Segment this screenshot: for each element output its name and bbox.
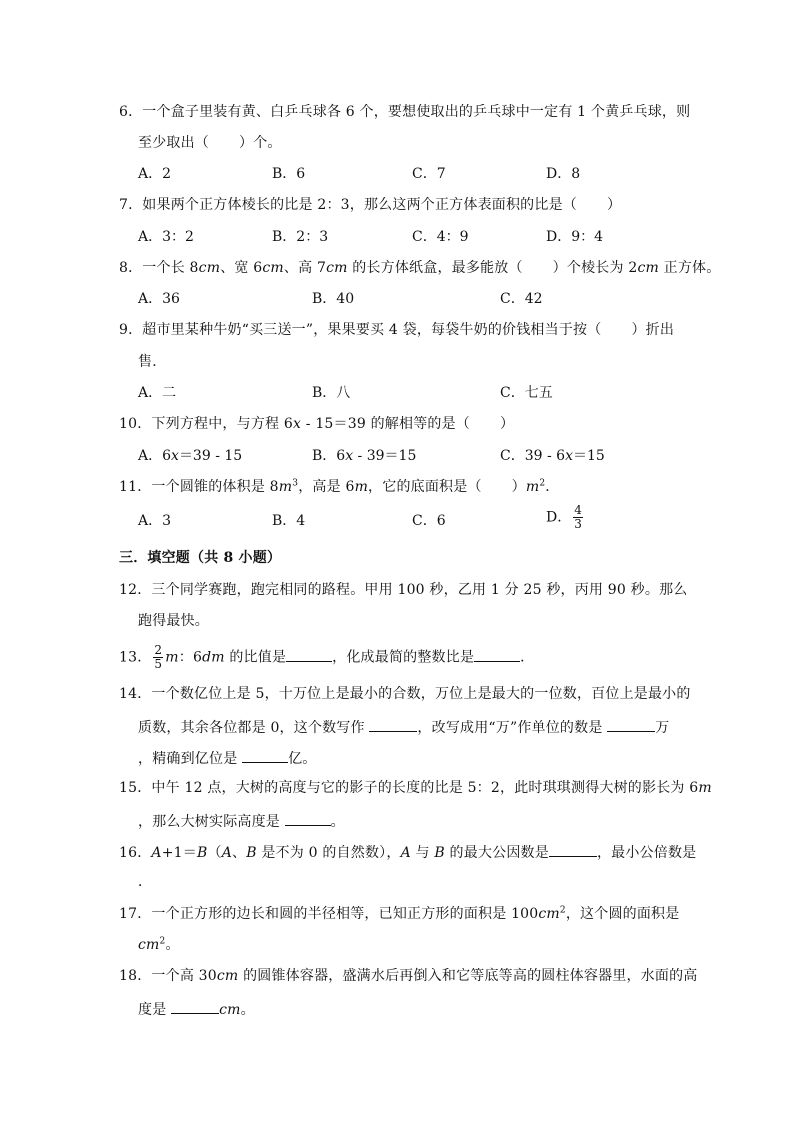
q9-options (138, 383, 658, 403)
q8-option-b[interactable]: B．40 (312, 291, 355, 307)
q16-text: 16．A+1＝B（A、B 是不为 0 的自然数），A 与 B 的最大公因数是 ，最小公倍数是 (119, 841, 679, 863)
q15-text: 15．中午 12 点，大树的高度与它的影子的长度的比是 5：2，此时琪琪测得大树的影长为 6m (119, 780, 712, 796)
q7-option-c[interactable]: C．4：9 (412, 229, 469, 245)
fraction-two-fifths: $\frac{2}{5}$ (154, 643, 163, 671)
q11-option-c[interactable]: C．6 (412, 513, 446, 529)
q9-text: 9．超市里某种牛奶“买三送一”，果果要买 4 袋，每袋牛奶的价钱相当于按（ ）折出 (119, 322, 675, 338)
q16-blank-gcd[interactable] (549, 841, 597, 857)
q11-text: 11．一个圆锥的体积是 $8m^3$，高是 6m，它的底面积是（ ）$m^2$． (119, 478, 560, 495)
q8-option-a[interactable]: A．36 (138, 291, 180, 307)
q12-text-cont: 跑得最快。 (138, 613, 209, 629)
q15-blank-height[interactable] (285, 810, 331, 826)
q11-option-d[interactable]: D． $\frac{4}{3}$ (546, 503, 582, 531)
q7-options (138, 227, 658, 247)
q7-option-b[interactable]: B．2：3 (272, 229, 329, 245)
q11-option-b[interactable]: B．4 (272, 513, 306, 529)
section-title-fill-blank: 三．填空题（共 8 小题） (119, 550, 282, 566)
q13-blank-ratio-value[interactable] (286, 646, 332, 662)
q6-options (138, 164, 658, 184)
q6-text: 6．一个盒子里装有黄、白乒乓球各 6 个，要想使取出的乒乓球中一定有 1 个黄乒乓球，则 (119, 104, 691, 120)
q17-text-cont: $cm^2$。 (138, 936, 180, 953)
q17-text: 17．一个正方形的边长和圆的半径相等，已知正方形的面积是 $100cm^2$，这个圆的面积是 (119, 905, 680, 922)
q6-option-c[interactable]: C．7 (412, 166, 446, 182)
q9-option-b[interactable]: B．八 (312, 385, 351, 401)
q10-option-a[interactable]: A．6x＝39 - 15 (138, 448, 243, 464)
q10-option-c[interactable]: C．39 - 6x＝15 (500, 448, 605, 464)
q10-options (138, 446, 658, 466)
q13-text: 13． $\frac{2}{5}$ m：6dm 的比值是 ，化成最简的整数比是 ． (119, 643, 535, 671)
q10-text: 10．下列方程中，与方程 6x - 15＝39 的解相等的是（ ） (119, 416, 515, 432)
q14-text-cont: 质数，其余各位都是 0，这个数写作 ，改写成用“万”作单位的数是 万 (138, 716, 698, 738)
q14-blank-yi[interactable] (242, 747, 288, 763)
q8-text: 8．一个长 8cm、宽 6cm、高 7cm 的长方体纸盒，最多能放（ ）个棱长为 2cm 正方体。 (119, 260, 721, 276)
q10-option-b[interactable]: B．6x - 39＝15 (312, 448, 417, 464)
q9-option-c[interactable]: C．七五 (500, 385, 553, 401)
q12-text: 12．三个同学赛跑，跑完相同的路程。甲用 100 秒，乙用 1 分 25 秒，丙用 90 秒。那么 (119, 582, 688, 598)
q7-text: 7．如果两个正方体棱长的比是 2：3，那么这两个正方体表面积的比是（ ） (119, 197, 622, 213)
q8-options (138, 289, 658, 309)
q9-option-a[interactable]: A．二 (138, 385, 177, 401)
q8-option-c[interactable]: C．42 (500, 291, 543, 307)
q6-option-d[interactable]: D．8 (546, 166, 581, 182)
q18-blank-height[interactable] (171, 998, 219, 1014)
q6-option-b[interactable]: B．6 (272, 166, 306, 182)
q18-text: 18．一个高 30cm 的圆锥体容器，盛满水后再倒入和它等底等高的圆柱体容器里，水面的高 (119, 968, 698, 984)
q7-option-d[interactable]: D．9：4 (546, 229, 604, 245)
q15-text-cont: ，那么大树实际高度是 。 (138, 810, 698, 832)
q13-blank-simplest-ratio[interactable] (474, 646, 520, 662)
q14-blank-number[interactable] (369, 716, 417, 732)
q14-text-cont2: ，精确到亿位是 亿。 (138, 747, 698, 769)
q16-text-cont: ． (138, 874, 153, 890)
q7-option-a[interactable]: A．3：2 (138, 229, 194, 245)
q18-text-cont: 度是 cm。 (138, 998, 698, 1020)
q11-options (138, 503, 658, 531)
q11-option-a[interactable]: A．3 (138, 513, 172, 529)
q14-text: 14．一个数亿位上是 5，十万位上是最小的合数，万位上是最大的一位数，百位上是最小的 (119, 686, 691, 702)
q6-option-a[interactable]: A．2 (138, 166, 172, 182)
fraction-four-thirds: $\frac{4}{3}$ (574, 503, 582, 531)
q9-text-cont: 售． (138, 354, 167, 370)
q14-blank-wan[interactable] (607, 716, 655, 732)
q6-text-cont: 至少取出（ ）个。 (138, 135, 282, 151)
